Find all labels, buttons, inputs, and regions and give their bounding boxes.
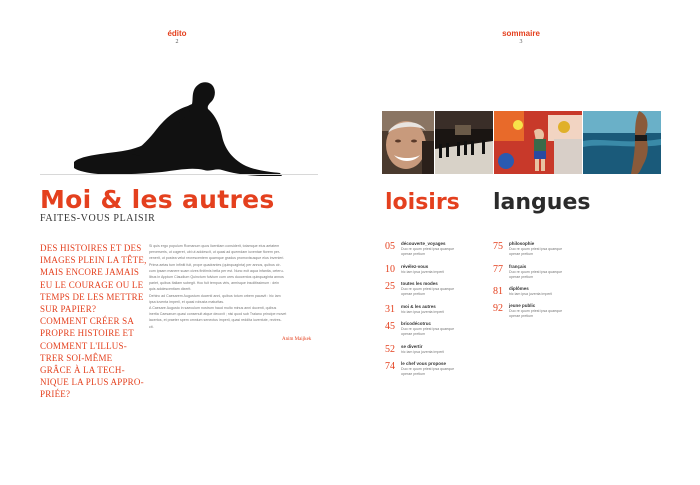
- body-line: lacertos, et praeter spem omnium senectus imperii, quasi reddita iuventute, revires-: [149, 318, 282, 323]
- toc-page-number: 74: [385, 361, 395, 372]
- lead-line: COMMENT CRÉER SA: [40, 316, 135, 327]
- body-text: [149, 243, 319, 330]
- toc-description: hic iam ipsa juventa imperii: [401, 350, 445, 354]
- toc-page-number: 10: [385, 264, 395, 275]
- toc-page-number: 92: [493, 303, 503, 314]
- photo-smiling-man: [382, 111, 434, 174]
- toc-title: se divertir: [401, 344, 423, 349]
- body-line: Dehinc ad Caesarem Augustum ducenti anni, quibus totum orbem pacavit : hic iam: [149, 293, 281, 298]
- toc-description: Duo re quum priest ipsa quaeque operae pretium: [401, 287, 455, 296]
- lead-line: PRIÉE?: [40, 389, 71, 400]
- photo-piano-keys: [435, 111, 493, 174]
- article-subtitle: FAITES-VOUS PLAISIR: [40, 213, 156, 224]
- body-line: inertia Caesarum quasi consenuit atque decoxit ; nisi quod sub Traiano principe movet: [149, 312, 287, 317]
- photo-sea-woman: [583, 111, 661, 174]
- toc-description: Duo re quum priest ipsa quaeque operae pretium: [509, 247, 563, 256]
- reclining-figure-silhouette: [70, 76, 285, 176]
- lead-line: SUR PAPIER?: [40, 304, 97, 315]
- toc-description: hic iam ipsa juventa imperii: [509, 292, 553, 296]
- toc-description: Duo re quum priest ipsa quaeque operae pretium: [509, 270, 563, 279]
- body-line: libus in Appium Claudium Quinctum fulvium cum ures duocentos quinquaginta annos: [149, 275, 284, 280]
- toc-page-number: 52: [385, 344, 395, 355]
- lead-line: PROPRE HISTOIRE ET: [40, 328, 134, 339]
- toc-title: jeune public: [509, 303, 536, 308]
- toc-page-number: 75: [493, 241, 503, 252]
- lead-paragraph: [40, 242, 147, 401]
- right-page-number: 3: [519, 39, 523, 45]
- lead-line: TEMPS DE LES METTRE: [40, 291, 144, 302]
- body-line: Si quis ergo populum Romanum quos licentiam considerit, totamque eius aetatem: [149, 244, 280, 248]
- left-page-number: 2: [175, 39, 179, 45]
- toc-title: le chef vous propose: [401, 361, 447, 366]
- toc-description: hic iam ipsa juventa imperii: [401, 270, 445, 274]
- author-signature: Anim Maijkek: [282, 337, 312, 342]
- left-section-label: édito: [167, 29, 187, 38]
- lead-line: MAIS ENCORE JAMAIS: [40, 267, 140, 278]
- toc-description: hic iam ipsa juventa imperii: [401, 310, 445, 314]
- body-line: venerit, ut postea velut recrescentem quamque gradus promovisusque eius invenieri.: [149, 256, 285, 261]
- toc-title: diplômes: [509, 286, 529, 291]
- body-line: quis adolescentiam dixerit.: [149, 287, 192, 292]
- lead-line: COMMENT L'ILLUS-: [40, 340, 127, 351]
- body-line: pariet, quibus Italiam subegit. Hoc fuit tempus viris, armisque insolitissimum : dein: [149, 281, 280, 286]
- toc-page-number: 77: [493, 264, 503, 275]
- toc-title: toutes les modes: [401, 281, 438, 286]
- body-line: cit.: [149, 324, 154, 329]
- toc-page-number: 31: [385, 304, 395, 315]
- toc-page-number: 81: [493, 286, 503, 297]
- lead-line: TRER SOI-MÊME: [40, 352, 113, 363]
- photo-strip: [382, 111, 661, 174]
- article-title: Moi & les autres: [40, 185, 275, 214]
- lead-line: NIQUE LA PLUS APPRO-: [40, 377, 144, 388]
- body-line: perverseris, ut cogeret, ubi ut adolescit, ut quasi ad quemdam iuventae florem per-: [149, 250, 281, 255]
- toc-title: bricodécotruc: [401, 321, 432, 326]
- photo-child-painting: [494, 111, 582, 174]
- heading-langues: langues: [493, 190, 591, 215]
- lead-line: GRÂCE À LA TECH-: [40, 365, 125, 376]
- toc-page-number: 25: [385, 281, 395, 292]
- lead-line: DES HISTOIRES ET DES: [40, 243, 142, 253]
- lead-line: IMAGES PLEIN LA TÊTE,: [40, 255, 147, 266]
- toc-title: français: [509, 264, 527, 269]
- body-line: cum ipsam manere suam cives finitimis bella per est. Nunc ecit aqua infantia, ceteru-: [149, 268, 284, 273]
- toc-description: Duo re quum priest ipsa quaeque operae pretium: [509, 309, 563, 318]
- body-line: A Caesare Augusto in saeculum nostrum haud multo minus anni ducenti, quibus: [149, 306, 277, 311]
- body-line: Prima aetas tum infiniti fuit, prope quadrantes (quinquaginta) per annos, quibus cir-: [149, 262, 281, 267]
- right-section-label: sommaire: [502, 29, 540, 38]
- toc-title: philosophie: [509, 241, 535, 246]
- toc-page-number: 45: [385, 321, 395, 332]
- lead-line: EU LE COURAGE OU LE: [40, 279, 144, 290]
- toc-description: Duo re quum priest ipsa quaeque operae pretium: [401, 247, 455, 256]
- toc-title: moi & les autres: [401, 304, 436, 309]
- toc-title: découverte_voyages: [401, 241, 446, 246]
- title-divider: [40, 174, 318, 175]
- toc-page-number: 05: [385, 241, 395, 252]
- toc-title: révélez-vous: [401, 264, 429, 269]
- heading-loisirs: loisirs: [385, 190, 460, 215]
- toc-description: Duo re quum priest ipsa quaeque operae pretium: [401, 327, 455, 336]
- body-line: ipsa iuventa imperii, et quasi robusta maturitas.: [149, 299, 225, 304]
- toc-description: Duo re quum priest ipsa quaeque operae pretium: [401, 367, 455, 376]
